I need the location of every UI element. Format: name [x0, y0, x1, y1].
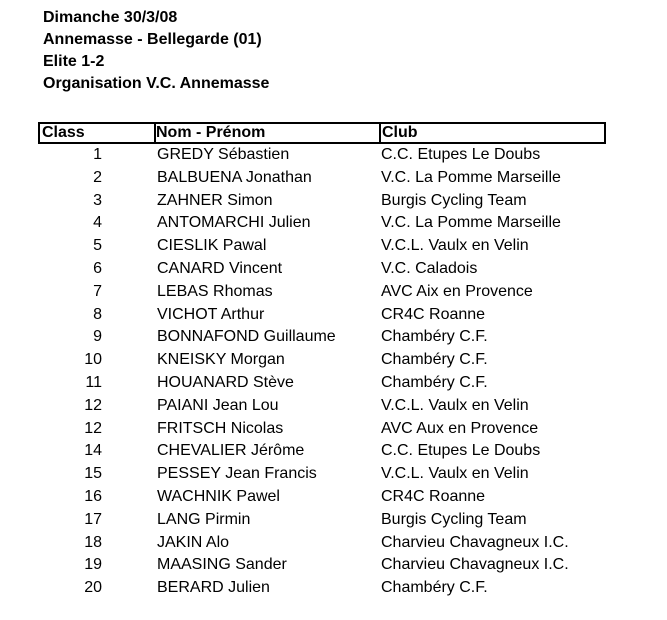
- table-row: [38, 281, 606, 304]
- table-header: [38, 122, 606, 144]
- rank-cell: 7: [93, 282, 102, 300]
- rider-name-cell: CANARD Vincent: [157, 259, 283, 277]
- table-row: [38, 258, 606, 281]
- rider-name-cell: PAIANI Jean Lou: [157, 396, 279, 414]
- rider-name-cell: CHEVALIER Jérôme: [157, 442, 305, 460]
- rank-cell: 10: [84, 351, 102, 369]
- rider-name-cell: VICHOT Arthur: [157, 305, 265, 323]
- club-cell: V.C.L. Vaulx en Velin: [381, 396, 529, 414]
- rank-cell: 8: [93, 305, 102, 323]
- club-cell: Charvieu Chavagneux I.C.: [381, 556, 569, 574]
- rank-cell: 15: [84, 465, 102, 483]
- club-cell: Charvieu Chavagneux I.C.: [381, 533, 569, 551]
- rider-name-cell: HOUANARD Stève: [157, 373, 294, 391]
- rider-name-cell: ANTOMARCHI Julien: [157, 214, 311, 232]
- column-header-name: Nom - Prénom: [154, 124, 381, 142]
- club-cell: AVC Aux en Provence: [381, 419, 539, 437]
- rank-cell: 20: [84, 579, 102, 597]
- table-row: [38, 486, 606, 509]
- rank-cell: 9: [93, 328, 102, 346]
- rider-name-cell: JAKIN Alo: [157, 533, 230, 551]
- club-cell: Chambéry C.F.: [381, 328, 488, 346]
- rank-cell: 14: [84, 442, 102, 460]
- club-cell: Burgis Cycling Team: [381, 191, 527, 209]
- table-row: [38, 372, 606, 395]
- race-organizer: Organisation V.C. Annemasse: [43, 75, 270, 92]
- rider-name-cell: BALBUENA Jonathan: [157, 168, 312, 186]
- club-cell: CR4C Roanne: [381, 305, 486, 323]
- rider-name-cell: BERARD Julien: [157, 579, 270, 597]
- table-row: [38, 167, 606, 190]
- race-date: Dimanche 30/3/08: [43, 9, 178, 26]
- rank-cell: 3: [93, 191, 102, 209]
- club-cell: V.C. Caladois: [381, 259, 478, 277]
- rank-cell: 18: [84, 533, 102, 551]
- table-row: [38, 554, 606, 577]
- table-body: [38, 144, 606, 600]
- table-row: [38, 212, 606, 235]
- table-row: [38, 395, 606, 418]
- table-row: [38, 532, 606, 555]
- rank-cell: 1: [93, 146, 102, 163]
- club-cell: V.C.L. Vaulx en Velin: [381, 237, 529, 255]
- club-cell: V.C. La Pomme Marseille: [381, 214, 561, 232]
- rank-cell: 2: [93, 168, 102, 186]
- rider-name-cell: LANG Pirmin: [157, 510, 251, 528]
- club-cell: C.C. Etupes Le Doubs: [381, 146, 541, 163]
- table-row: [38, 440, 606, 463]
- rank-cell: 12: [84, 396, 102, 414]
- club-cell: Chambéry C.F.: [381, 579, 488, 597]
- table-row: [38, 326, 606, 349]
- club-cell: Burgis Cycling Team: [381, 510, 527, 528]
- race-category: Elite 1-2: [43, 53, 105, 70]
- column-header-class: Class: [40, 124, 156, 142]
- rider-name-cell: WACHNIK Pawel: [157, 487, 280, 505]
- club-cell: V.C.L. Vaulx en Velin: [381, 465, 529, 483]
- column-header-club: Club: [382, 124, 418, 141]
- table-row: [38, 463, 606, 486]
- club-cell: Chambéry C.F.: [381, 373, 488, 391]
- table-row: [38, 509, 606, 532]
- club-cell: CR4C Roanne: [381, 487, 486, 505]
- rank-cell: 6: [93, 259, 102, 277]
- rider-name-cell: LEBAS Rhomas: [157, 282, 273, 300]
- document-header: [43, 7, 269, 95]
- table-row: [38, 304, 606, 327]
- rider-name-cell: ZAHNER Simon: [157, 191, 273, 209]
- rider-name-cell: FRITSCH Nicolas: [157, 419, 284, 437]
- table-row: [38, 190, 606, 213]
- table-row: [38, 144, 606, 167]
- rank-cell: 16: [84, 487, 102, 505]
- rider-name-cell: CIESLIK Pawal: [157, 237, 267, 255]
- results-table: [38, 122, 606, 600]
- club-cell: Chambéry C.F.: [381, 351, 488, 369]
- rider-name-cell: BONNAFOND Guillaume: [157, 328, 336, 346]
- table-row: [38, 577, 606, 600]
- club-cell: AVC Aix en Provence: [381, 282, 533, 300]
- rider-name-cell: PESSEY Jean Francis: [157, 465, 317, 483]
- club-cell: V.C. La Pomme Marseille: [381, 168, 561, 186]
- race-route: Annemasse - Bellegarde (01): [43, 31, 262, 48]
- rank-cell: 17: [84, 510, 102, 528]
- table-row: [38, 235, 606, 258]
- table-row: [38, 418, 606, 441]
- rank-cell: 5: [93, 237, 102, 255]
- rider-name-cell: MAASING Sander: [157, 556, 287, 574]
- rider-name-cell: KNEISKY Morgan: [157, 351, 285, 369]
- rank-cell: 11: [85, 373, 102, 391]
- rank-cell: 12: [84, 419, 102, 437]
- rider-name-cell: GREDY Sébastien: [157, 146, 290, 163]
- rank-cell: 19: [84, 556, 102, 574]
- rank-cell: 4: [93, 214, 102, 232]
- table-row: [38, 349, 606, 372]
- club-cell: C.C. Etupes Le Doubs: [381, 442, 541, 460]
